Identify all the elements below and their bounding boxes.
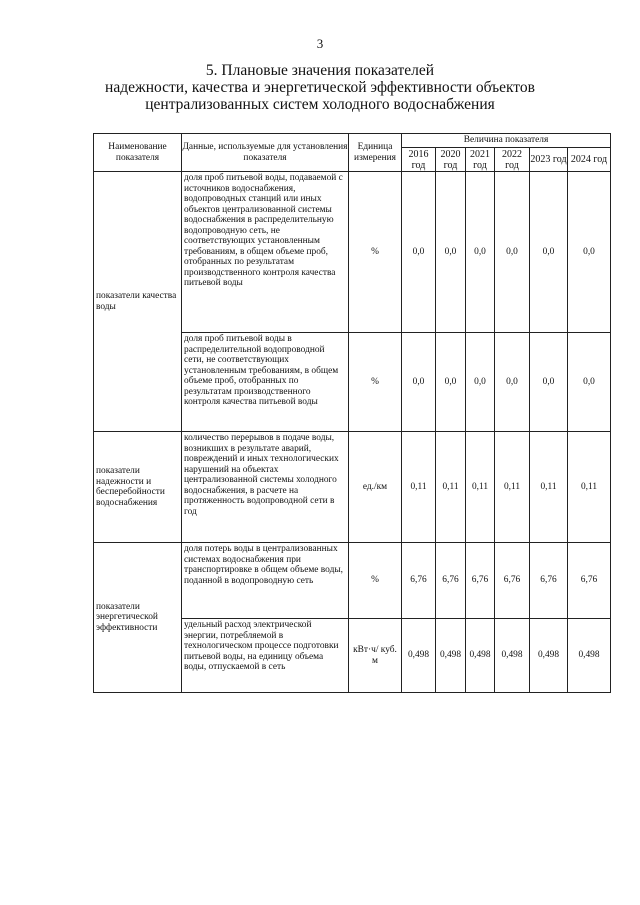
group-name: показатели энергетической эффективности: [94, 543, 182, 693]
row-value: 0,498: [402, 619, 436, 693]
row-description: удельный расход электрической энергии, потребляемой в технологическом процессе подготовки питьевой воды, на единицу объема воды, отпускаемой в сеть: [182, 619, 349, 693]
header-value: Величина показателя: [402, 134, 611, 148]
page-number: 3: [316, 36, 324, 51]
row-value: 0,498: [495, 619, 530, 693]
row-value: 6,76: [466, 543, 495, 619]
row-unit: кВт·ч/ куб. м: [349, 619, 402, 693]
table-row: [94, 172, 611, 333]
row-value: 0,0: [402, 172, 436, 333]
row-value: 0,0: [466, 172, 495, 333]
row-value: 0,11: [568, 432, 611, 543]
header-year: 2016 год: [402, 148, 436, 172]
header-name: Наименование показателя: [94, 134, 182, 172]
row-value: 0,498: [466, 619, 495, 693]
table-row: [94, 543, 611, 619]
row-value: 0,11: [530, 432, 568, 543]
row-value: 0,0: [568, 333, 611, 432]
row-value: 6,76: [568, 543, 611, 619]
row-value: 0,0: [568, 172, 611, 333]
row-description: доля проб питьевой воды в распределительной водопроводной сети, не соответствующих установленным требованиям, в общем объеме проб, отобранных по результатам производственного контроля качества питьевой воды: [182, 333, 349, 432]
header-year: 2023 год: [530, 148, 568, 172]
row-value: 0,498: [568, 619, 611, 693]
group-name: показатели надежности и бесперебойности водоснабжения: [94, 432, 182, 543]
header-unit: Единица измерения: [349, 134, 402, 172]
indicators-table: [93, 133, 611, 693]
header-year: 2024 год: [568, 148, 611, 172]
row-unit: ед./км: [349, 432, 402, 543]
header-year: 2021 год: [466, 148, 495, 172]
row-value: 0,498: [436, 619, 466, 693]
row-description: доля потерь воды в централизованных системах водоснабжения при транспортировке в общем объеме воды, поданной в водопроводную сеть: [182, 543, 349, 619]
row-value: 0,0: [530, 333, 568, 432]
table-row: [94, 432, 611, 543]
title-line: централизованных систем холодного водоснабжения: [145, 96, 495, 113]
row-value: 0,11: [495, 432, 530, 543]
row-value: 6,76: [402, 543, 436, 619]
row-value: 6,76: [530, 543, 568, 619]
row-value: 0,0: [495, 333, 530, 432]
row-unit: %: [349, 172, 402, 333]
row-unit: %: [349, 333, 402, 432]
row-description: доля проб питьевой воды, подаваемой с источников водоснабжения, водопроводных станций или иных объектов централизованной системы водоснабжения в распределительную водопроводную сеть, не соответствующих установленным требованиям, в общем объеме проб, отобранных по результатам производственного контроля качества питьевой воды: [182, 172, 349, 333]
title-line: 5. Плановые значения показателей: [205, 62, 435, 79]
row-value: 0,0: [466, 333, 495, 432]
section-title: [0, 62, 640, 113]
row-value: 0,0: [530, 172, 568, 333]
row-value: 0,11: [436, 432, 466, 543]
row-value: 6,76: [495, 543, 530, 619]
title-line: надежности, качества и энергетической эффективности объектов: [105, 79, 535, 96]
header-year: 2022 год: [495, 148, 530, 172]
row-value: 0,0: [436, 333, 466, 432]
group-name: показатели качества воды: [94, 172, 182, 432]
row-value: 0,11: [466, 432, 495, 543]
header-data: Данные, используемые для установления показателя: [182, 134, 349, 172]
row-value: 6,76: [436, 543, 466, 619]
row-value: 0,0: [402, 333, 436, 432]
row-value: 0,11: [402, 432, 436, 543]
row-description: количество перерывов в подаче воды, возникших в результате аварий, повреждений и иных технологических нарушений на объектах централизованной системы холодного водоснабжения, в расчете на протяженность водопроводной сети в год: [182, 432, 349, 543]
row-value: 0,498: [530, 619, 568, 693]
row-value: 0,0: [495, 172, 530, 333]
row-unit: %: [349, 543, 402, 619]
header-year: 2020 год: [436, 148, 466, 172]
row-value: 0,0: [436, 172, 466, 333]
